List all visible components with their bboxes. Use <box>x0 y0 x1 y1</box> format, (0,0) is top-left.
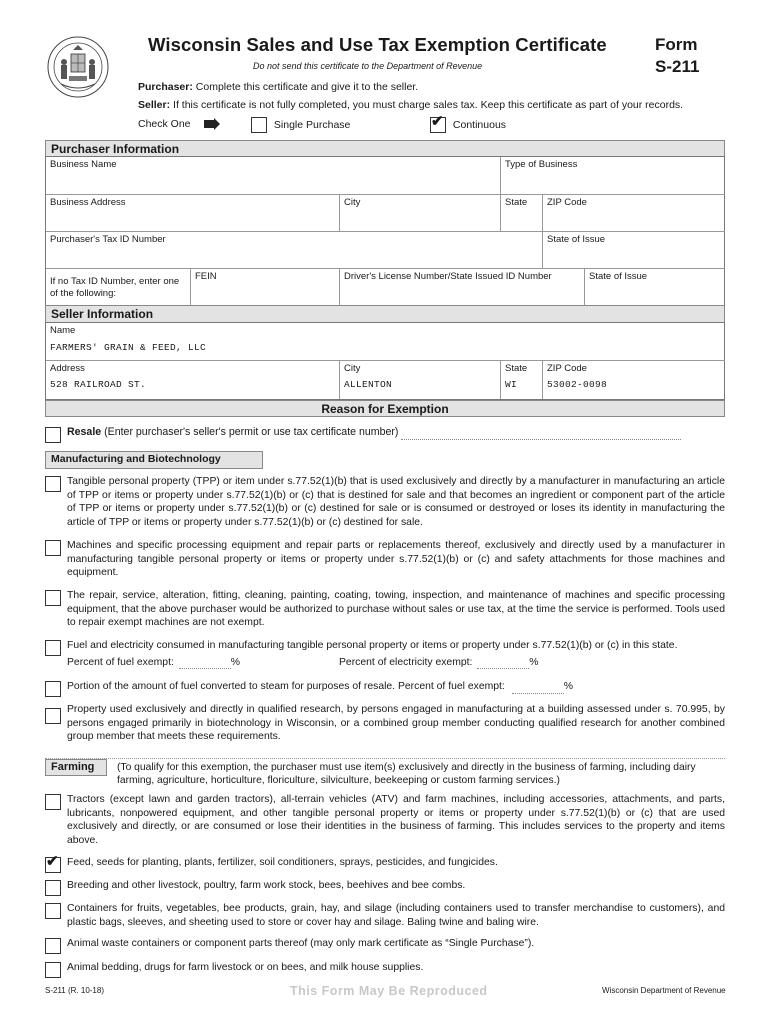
purchaser-info-heading <box>45 140 725 157</box>
tax-id-state-field[interactable] <box>543 232 725 269</box>
mfg-item-3-text: The repair, service, alteration, fitting, cleaning, painting, coating, towing, inspection, and maintenance of machines and specific processing equipment, that the above purchaser would be authorized to purchase without sales or use tax, at the time the service is performed. Tools used to repair exempt machines are not exempt. <box>67 590 725 629</box>
type-of-business-label: Type of Business <box>505 159 578 170</box>
purchaser-instruction <box>138 81 418 93</box>
mfg-item-3 <box>45 589 725 630</box>
seller-zip-label: ZIP Code <box>547 363 587 374</box>
purchaser-state-label: State <box>505 197 528 208</box>
farm-item-4-checkbox[interactable] <box>45 903 61 919</box>
business-address-label: Business Address <box>50 197 126 208</box>
mfg-item-6 <box>45 703 725 744</box>
mfg-item-6-checkbox[interactable] <box>45 708 61 724</box>
resale-item <box>45 426 725 440</box>
fuel-pct-sign: % <box>230 656 240 668</box>
farm-item-6-text: Animal bedding, drugs for farm livestock or on bees, and milk house supplies. <box>67 962 424 973</box>
fuel-pct-input[interactable] <box>179 657 231 669</box>
farm-item-1-text: Tractors (except lawn and garden tractors), all-terrain vehicles (ATV) and farm machines, including accessories, attachments, and parts, lubricants, nonpowered equipment, and other tangible personal property or items or property under s.77.52(1)(b) or (c) that are used exclusively and directly, or are consumed or lose their identities in the business of farming. This includes services to the property and items above. <box>67 794 725 846</box>
farm-item-4 <box>45 902 725 929</box>
form-subtitle: Do not send this certificate to the Department of Revenue <box>253 61 483 71</box>
mfg-item-5 <box>45 680 725 694</box>
seller-name-label: Name <box>50 325 76 336</box>
farm-item-3 <box>45 879 725 893</box>
tax-id-state-label: State of Issue <box>547 234 606 245</box>
business-address-field[interactable] <box>46 195 340 232</box>
steam-pct-sign: % <box>563 681 573 692</box>
checkmark-icon: ✔ <box>46 853 59 870</box>
wisconsin-seal-logo <box>47 36 109 98</box>
farming-heading-text: Farming <box>51 761 95 773</box>
business-name-label: Business Name <box>50 159 117 170</box>
reason-heading <box>45 400 725 417</box>
seller-state-label: State <box>505 363 528 374</box>
seller-city-label: City <box>344 363 361 374</box>
seller-text: If this certificate is not fully completed, you must charge sales tax. Keep this certificate as part of your records. <box>173 99 684 111</box>
mfg-item-2 <box>45 539 725 580</box>
mfg-item-1-text: Tangible personal property (TPP) or item under s.77.52(1)(b) that is used exclusively and directly by a manufacturer in manufacturing an article of TPP or items or property under s.77.52(1)(b) or (c) that is destined for sale and that becomes an ingredient or component part of the article of TPP or items or property under s.77.52(1)(b) or (c) destined for sale or is consumed or destroyed or loses its identity in manufacturing the article of TPP or items or property under s.77.52(1)(b) or (c) destined for sale. <box>67 476 725 528</box>
farming-row <box>45 758 725 789</box>
resale-number-input[interactable] <box>401 428 681 440</box>
reproduced-watermark: This Form May Be Reproduced <box>290 984 488 998</box>
farm-item-1 <box>45 793 725 847</box>
farm-item-3-checkbox[interactable] <box>45 880 61 896</box>
purchaser-zip-label: ZIP Code <box>547 197 587 208</box>
farm-item-5-checkbox[interactable] <box>45 938 61 954</box>
drivers-license-field[interactable] <box>340 269 585 307</box>
form-number: S-211 <box>655 57 700 76</box>
farm-item-4-text: Containers for fruits, vegetables, bee products, grain, hay, and silage (including containers used to transfer merchandise to customers), and plastic bags, sleeves, and sheeting used to store or cover hay and silage. Baling twine and baling wire. <box>67 903 725 928</box>
purchaser-city-label: City <box>344 197 361 208</box>
purchaser-info-grid <box>45 156 725 308</box>
seller-city-value: ALLENTON <box>344 379 393 390</box>
continuous-option[interactable] <box>430 113 507 133</box>
seller-bold: Seller: <box>138 99 171 111</box>
seller-info-heading-text: Seller Information <box>51 307 154 321</box>
purchaser-tax-id-label: Purchaser's Tax ID Number <box>50 234 166 245</box>
arrow-right-icon <box>204 118 220 133</box>
farming-heading <box>45 759 107 776</box>
farm-item-2-checkbox[interactable] <box>45 853 61 873</box>
license-state-label: State of Issue <box>589 271 648 282</box>
purchaser-text: Complete this certificate and give it to the seller. <box>195 81 419 93</box>
fein-label: FEIN <box>195 271 217 282</box>
elec-pct-input[interactable] <box>477 657 529 669</box>
seller-address-value: 528 RAILROAD ST. <box>50 379 147 390</box>
resale-checkbox[interactable] <box>45 427 61 443</box>
elec-pct-label: Percent of electricity exempt: <box>339 656 473 668</box>
farm-item-5-text: Animal waste containers or component parts thereof (may only mark certificate as “Single Purchase”). <box>67 938 535 949</box>
mfg-item-1 <box>45 475 725 529</box>
continuous-checkbox[interactable] <box>430 113 446 133</box>
mfg-item-2-checkbox[interactable] <box>45 540 61 556</box>
mfg-item-6-text: Property used exclusively and directly in qualified research, by persons engaged in manufacturing at a building assessed under s. 70.995, by persons engaged primarily in biotechnology in Wisconsin, or a combined group member conducting qualified research for another combined group member that meets these requirements. <box>67 704 725 743</box>
mfg-item-5-checkbox[interactable] <box>45 681 61 697</box>
mfg-item-4 <box>45 639 725 670</box>
purchaser-city-field[interactable] <box>340 195 501 232</box>
seller-address-field[interactable] <box>46 361 340 399</box>
steam-fuel-pct-input[interactable] <box>512 682 564 694</box>
department-footer: Wisconsin Department of Revenue <box>602 986 726 995</box>
single-purchase-label: Single Purchase <box>273 118 351 131</box>
elec-pct-sign: % <box>529 656 539 668</box>
seller-zip-value: 53002-0098 <box>547 379 608 390</box>
farm-item-3-text: Breeding and other livestock, poultry, farm work stock, bees, beehives and bee combs. <box>67 880 466 891</box>
seller-city-field[interactable] <box>340 361 501 399</box>
farm-item-1-checkbox[interactable] <box>45 794 61 810</box>
single-purchase-checkbox[interactable] <box>251 117 267 133</box>
resale-text: (Enter purchaser's seller's permit or use tax certificate number) <box>104 426 399 438</box>
mfg-item-5-text: Portion of the amount of fuel converted to steam for purposes of resale. Percent of fuel exempt: <box>67 681 505 692</box>
seller-zip-field[interactable] <box>543 361 725 399</box>
license-state-field[interactable] <box>585 269 725 307</box>
farm-item-6-checkbox[interactable] <box>45 962 61 978</box>
fein-field[interactable] <box>191 269 340 307</box>
farm-item-5 <box>45 937 725 951</box>
purchaser-state-field[interactable] <box>501 195 543 232</box>
resale-bold: Resale <box>67 426 102 438</box>
mfg-item-4-text: Fuel and electricity consumed in manufacturing tangible personal property or items or property under s.77.52(1)(b) or (c) in this state. <box>67 640 678 651</box>
seller-state-value: WI <box>505 379 518 390</box>
seller-info-grid <box>45 322 725 400</box>
check-one-row <box>138 113 507 131</box>
mfg-item-1-checkbox[interactable] <box>45 476 61 492</box>
purchaser-tax-id-field[interactable] <box>46 232 543 269</box>
seller-instruction <box>138 99 683 111</box>
form-revision: S-211 (R. 10-18) <box>45 986 104 995</box>
form-number-block <box>655 34 699 78</box>
seller-name-value: FARMERS' GRAIN & FEED, LLC <box>50 342 207 353</box>
purchaser-bold: Purchaser: <box>138 81 193 93</box>
fuel-elec-pct-row <box>67 656 725 670</box>
seller-state-field[interactable] <box>501 361 543 399</box>
type-of-business-field[interactable] <box>501 157 725 195</box>
fuel-pct-label: Percent of fuel exempt: <box>67 656 174 668</box>
continuous-label: Continuous <box>452 118 507 131</box>
farm-item-6 <box>45 961 725 975</box>
check-one-label: Check One <box>138 118 191 130</box>
mfg-item-2-text: Machines and specific processing equipment and repair parts or replacements thereof, exclusively and directly used by a manufacturer in manufacturing tangible personal property or items or property under s.77.52(1)(b) or (c) and safety attachments for those machines and equipment. <box>67 540 725 579</box>
form-label: Form <box>655 35 698 54</box>
no-tax-id-note <box>46 269 191 307</box>
purchaser-info-heading-text: Purchaser Information <box>51 142 180 156</box>
mfg-item-4-checkbox[interactable] <box>45 640 61 656</box>
farm-item-2-text: Feed, seeds for planting, plants, fertilizer, soil conditioners, sprays, pesticides, and fungicides. <box>67 857 498 868</box>
farming-note: (To qualify for this exemption, the purchaser must use item(s) exclusively and directly in the business of farming, including dairy farming, agriculture, horticulture, floriculture, silviculture, beekeeping or custom farming services.) <box>117 762 696 786</box>
seller-info-heading <box>45 305 725 323</box>
seller-name-field[interactable] <box>46 323 725 361</box>
farm-item-2 <box>45 853 725 870</box>
drivers-license-label: Driver's License Number/State Issued ID Number <box>344 271 552 282</box>
purchaser-zip-field[interactable] <box>543 195 725 232</box>
business-name-field[interactable] <box>46 157 501 195</box>
seller-address-label: Address <box>50 363 85 374</box>
mfg-item-3-checkbox[interactable] <box>45 590 61 606</box>
checkmark-icon: ✔ <box>431 113 444 130</box>
form-title: Wisconsin Sales and Use Tax Exemption Certificate <box>148 34 607 55</box>
manufacturing-heading <box>45 451 263 469</box>
manufacturing-heading-text: Manufacturing and Biotechnology <box>51 453 221 465</box>
no-tax-id-label: If no Tax ID Number, enter one of the following: <box>50 276 180 299</box>
elec-pct-group <box>339 656 539 670</box>
single-purchase-option[interactable] <box>251 117 350 133</box>
reason-heading-text: Reason for Exemption <box>321 402 449 416</box>
